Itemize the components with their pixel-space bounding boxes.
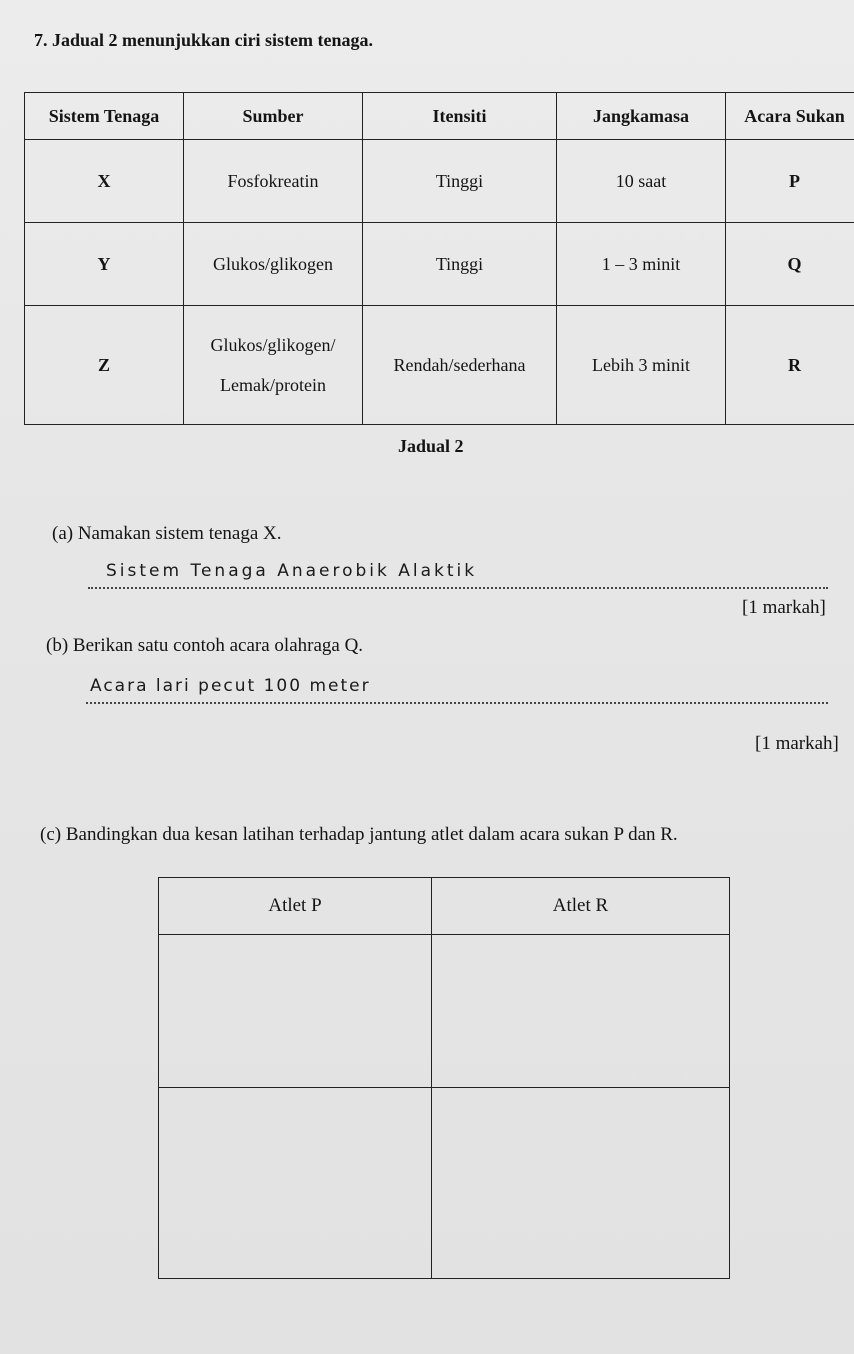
cell-intensity: Rendah/sederhana xyxy=(363,306,557,425)
table-header-row xyxy=(25,93,854,140)
cell-event: R xyxy=(726,306,854,425)
part-a-answer: Sistem Tenaga Anaerobik Alaktik xyxy=(106,561,478,581)
comparison-table xyxy=(158,877,730,1279)
header-sistem-tenaga: Sistem Tenaga xyxy=(25,93,184,140)
answer-cell-r-2[interactable] xyxy=(432,1088,730,1279)
cell-intensity: Tinggi xyxy=(363,140,557,223)
header-acara-sukan: Acara Sukan xyxy=(726,93,854,140)
question-heading xyxy=(34,30,373,51)
table-row xyxy=(25,306,854,425)
question-intro: Jadual 2 menunjukkan ciri sistem tenaga. xyxy=(52,30,374,50)
answer-cell-p-1[interactable] xyxy=(159,935,432,1088)
cell-source: Fosfokreatin xyxy=(184,140,363,223)
cell-system: Z xyxy=(25,306,184,425)
table-row xyxy=(159,1088,730,1279)
cell-source: Glukos/glikogen xyxy=(184,223,363,306)
part-b-marks: [1 markah] xyxy=(755,733,839,754)
cell-source: Glukos/glikogen/ Lemak/protein xyxy=(184,306,363,425)
part-c-question: (c) Bandingkan dua kesan latihan terhadap jantung atlet dalam acara sukan P dan R. xyxy=(40,824,678,845)
cell-event: Q xyxy=(726,223,854,306)
part-b-answer: Acara lari pecut 100 meter xyxy=(90,676,371,696)
part-a-answer-line[interactable] xyxy=(88,561,828,589)
table-row xyxy=(25,140,854,223)
part-a-marks: [1 markah] xyxy=(742,597,826,618)
cell-event: P xyxy=(726,140,854,223)
part-b-question: (b) Berikan satu contoh acara olahraga Q. xyxy=(46,635,364,656)
energy-system-table xyxy=(24,92,854,425)
table-caption: Jadual 2 xyxy=(398,436,464,456)
cell-duration: 1 – 3 minit xyxy=(557,223,726,306)
cell-intensity: Tinggi xyxy=(363,223,557,306)
answer-cell-p-2[interactable] xyxy=(159,1088,432,1279)
question-number: 7. xyxy=(34,30,48,50)
header-sumber: Sumber xyxy=(184,93,363,140)
cell-duration: Lebih 3 minit xyxy=(557,306,726,425)
answer-cell-r-1[interactable] xyxy=(432,935,730,1088)
header-itensiti: Itensiti xyxy=(363,93,557,140)
header-jangkamasa: Jangkamasa xyxy=(557,93,726,140)
header-atlet-r: Atlet R xyxy=(432,878,730,935)
header-atlet-p: Atlet P xyxy=(159,878,432,935)
table-row xyxy=(25,223,854,306)
part-a-question: (a) Namakan sistem tenaga X. xyxy=(52,523,282,544)
part-b-answer-line[interactable] xyxy=(86,676,828,704)
cell-duration: 10 saat xyxy=(557,140,726,223)
cell-system: Y xyxy=(25,223,184,306)
cell-system: X xyxy=(25,140,184,223)
table-row xyxy=(159,935,730,1088)
comparison-header-row xyxy=(159,878,730,935)
